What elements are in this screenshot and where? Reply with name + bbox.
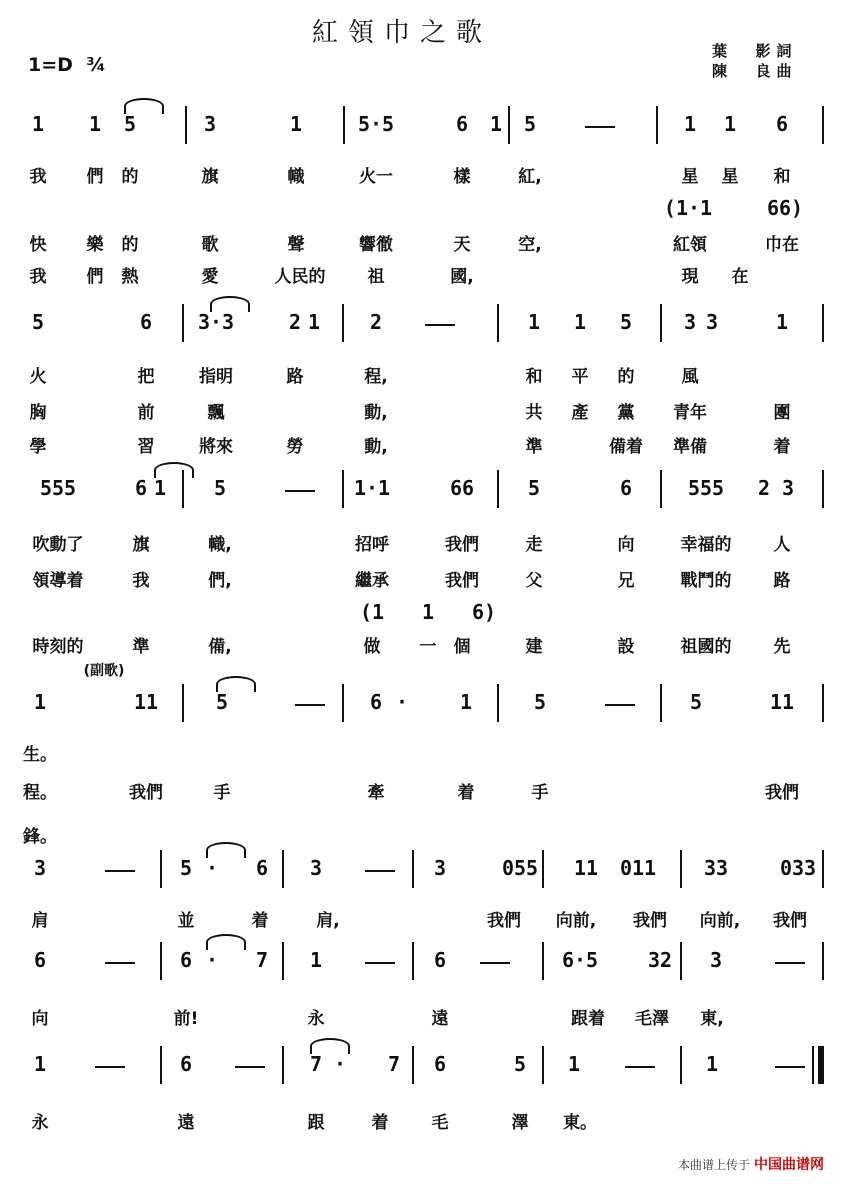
note: 2: [369, 310, 383, 334]
lyric-char: 我們: [445, 535, 479, 555]
note: 6: [33, 948, 47, 972]
lyric-char: 生。: [23, 745, 57, 765]
footer: [678, 1154, 824, 1174]
lyric-char: 領導着: [32, 571, 84, 591]
lyric-char: 走: [525, 535, 543, 555]
lyric-char: 我: [132, 571, 150, 591]
lyric-char: 牽: [367, 783, 385, 803]
lyric-char: 團: [773, 403, 791, 423]
lyric-char: 產: [571, 403, 589, 423]
sustain-dash: [365, 870, 395, 872]
lyric-char: 胸: [29, 403, 47, 423]
lyric-char: 我們: [445, 571, 479, 591]
barline: [822, 684, 824, 722]
footer-text: 本曲谱上传于: [677, 1158, 750, 1172]
note: 6: [139, 310, 153, 334]
lyric-char: 我們: [487, 911, 521, 931]
note: 1: [567, 1052, 581, 1076]
barline: [680, 1046, 682, 1084]
lyric-char: 手: [531, 783, 549, 803]
lyric-char: 向: [617, 535, 635, 555]
note: 5: [513, 1052, 527, 1076]
barline: [656, 106, 658, 144]
lyric-char: 備,: [208, 637, 232, 657]
lyric-char: 時刻的: [32, 637, 84, 657]
barline: [822, 106, 824, 144]
lyric-char: 天: [453, 235, 471, 255]
sustain-dash: [95, 1066, 125, 1068]
note: 1: [723, 112, 737, 136]
key-signature: 1=D ¾: [28, 54, 106, 76]
note: 66: [449, 476, 475, 500]
note: 3: [781, 476, 795, 500]
barline: [508, 106, 510, 144]
barline: [497, 684, 499, 722]
lyric-char: 招呼: [355, 535, 389, 555]
note: 3: [683, 310, 697, 334]
note: 1: [705, 1052, 719, 1076]
note: 5: [123, 112, 137, 136]
sustain-dash: [775, 962, 805, 964]
note: 6: [255, 856, 269, 880]
lyric-char: 向前,: [555, 911, 597, 931]
lyric-char: 準備: [673, 437, 707, 457]
lyric-char: 把: [137, 367, 155, 387]
lyric-char: 路: [286, 367, 304, 387]
lyric-char: 鋒。: [23, 827, 57, 847]
note: 6: [455, 112, 469, 136]
lyric-char: 黨: [617, 403, 635, 423]
lyricist-credit: 葉 影詞: [712, 42, 798, 60]
sustain-dash: [105, 962, 135, 964]
note: 555: [39, 476, 77, 500]
lyric-char: 空,: [518, 235, 542, 255]
note: ·: [395, 690, 409, 714]
note: 6: [433, 948, 447, 972]
barline: [497, 304, 499, 342]
note: 5: [523, 112, 537, 136]
lyric-char: 路: [773, 571, 791, 591]
note: 1: [459, 690, 473, 714]
lyric-char: 國,: [450, 267, 474, 287]
note: 2: [288, 310, 302, 334]
lyric-char: 我們: [633, 911, 667, 931]
lyric-char: 紅領: [673, 235, 707, 255]
note: 11: [133, 690, 159, 714]
final-barline: [818, 1046, 824, 1084]
lyric-char: 前: [137, 403, 155, 423]
note: 1: [683, 112, 697, 136]
lyric-char: 現: [681, 267, 699, 287]
note: 5·5: [357, 112, 395, 136]
lyric-char: 風: [681, 367, 699, 387]
note: 33: [703, 856, 729, 880]
note: 7: [309, 1052, 323, 1076]
barline: [342, 470, 344, 508]
lyric-char: 祖國的: [680, 637, 732, 657]
lyric-char: 巾在: [765, 235, 799, 255]
note: 5: [215, 690, 229, 714]
lyric-char: 愛: [201, 267, 219, 287]
lyric-char: 遠: [431, 1009, 449, 1029]
lyric-char: 人民的: [274, 267, 326, 287]
note: 1: [489, 112, 503, 136]
note: ·: [205, 856, 219, 880]
lyric-char: 的: [617, 367, 635, 387]
note: 6: [433, 1052, 447, 1076]
note: 1: [527, 310, 541, 334]
barline: [542, 850, 544, 888]
barline: [822, 470, 824, 508]
lyric-char: 習: [137, 437, 155, 457]
note: 7: [255, 948, 269, 972]
barline: [660, 304, 662, 342]
slur: [210, 296, 250, 312]
note: 6: [179, 1052, 193, 1076]
note: 32: [647, 948, 673, 972]
barline: [185, 106, 187, 144]
lyric-char: 的: [121, 167, 139, 187]
note: 1: [289, 112, 303, 136]
lyric-char: 聲: [287, 235, 305, 255]
lyric-char: 澤: [511, 1113, 529, 1133]
lyric-char: 戰鬥的: [680, 571, 732, 591]
lyric-char: 向: [31, 1009, 49, 1029]
note: 1: [153, 476, 167, 500]
lyric-char: 先: [773, 637, 791, 657]
lyric-char: 火: [29, 367, 47, 387]
alt-note: (1·1: [663, 196, 713, 220]
note: 11: [769, 690, 795, 714]
barline: [160, 850, 162, 888]
note: 7: [387, 1052, 401, 1076]
lyric-char: 着: [371, 1113, 389, 1133]
lyric-char: 們: [86, 267, 104, 287]
final-barline-thin: [812, 1046, 814, 1084]
barline: [542, 1046, 544, 1084]
note: 6: [775, 112, 789, 136]
lyric-char: 快: [29, 235, 47, 255]
lyric-char: 一: [419, 637, 437, 657]
note: 033: [779, 856, 817, 880]
barline: [822, 942, 824, 980]
lyric-char: 着: [457, 783, 475, 803]
sustain-dash: [365, 962, 395, 964]
lyric-char: 跟着: [571, 1009, 605, 1029]
lyric-char: 紅,: [518, 167, 542, 187]
sustain-dash: [775, 1066, 805, 1068]
lyric-char: 飄: [207, 403, 225, 423]
sustain-dash: [480, 962, 510, 964]
lyric-char: 向前,: [699, 911, 741, 931]
lyric-char: 我: [29, 167, 47, 187]
barline: [680, 850, 682, 888]
lyric-char: 永: [307, 1009, 325, 1029]
lyric-char: 建: [525, 637, 543, 657]
lyric-char: 和: [773, 167, 791, 187]
note: 1: [33, 690, 47, 714]
lyric-char: 並: [177, 911, 195, 931]
note: 555: [687, 476, 725, 500]
note: 3: [433, 856, 447, 880]
lyric-char: 祖: [367, 267, 385, 287]
alt-note: 66): [766, 196, 804, 220]
lyric-char: 的: [121, 235, 139, 255]
lyric-char: 我們: [129, 783, 163, 803]
lyric-char: 幟,: [208, 535, 232, 555]
note: 3: [705, 310, 719, 334]
song-title: 紅領巾之歌: [312, 18, 493, 48]
note: 1: [309, 948, 323, 972]
lyric-char: 毛澤: [635, 1009, 669, 1029]
slur: [206, 842, 246, 858]
sustain-dash: [625, 1066, 655, 1068]
note: 011: [619, 856, 657, 880]
note: 3: [309, 856, 323, 880]
lyric-char: 動,: [364, 437, 388, 457]
lyric-char: 永: [31, 1113, 49, 1133]
note: 5: [213, 476, 227, 500]
lyric-char: 響徹: [359, 235, 393, 255]
barline: [412, 850, 414, 888]
lyric-char: 程,: [364, 367, 388, 387]
note: 5: [527, 476, 541, 500]
note: 1·1: [353, 476, 391, 500]
note: 6: [369, 690, 383, 714]
note: 6: [619, 476, 633, 500]
lyric-char: 我們: [765, 783, 799, 803]
lyric-char: 肩: [31, 911, 49, 931]
slur: [154, 462, 194, 478]
lyric-char: 設: [617, 637, 635, 657]
slur: [310, 1038, 350, 1054]
lyric-char: 平: [571, 367, 589, 387]
lyric-char: 共: [525, 403, 543, 423]
lyric-char: 星: [681, 167, 699, 187]
lyric-char: 我們: [773, 911, 807, 931]
lyric-char: 個: [453, 637, 471, 657]
lyric-char: 肩,: [316, 911, 340, 931]
note: 5: [179, 856, 193, 880]
barline: [342, 684, 344, 722]
lyric-char: 備着: [609, 437, 643, 457]
lyric-char: 手: [213, 783, 231, 803]
note: 1: [33, 1052, 47, 1076]
sustain-dash: [425, 324, 455, 326]
site-logo: 中国曲谱网: [754, 1157, 824, 1173]
lyric-char: 父: [525, 571, 543, 591]
lyric-char: 繼承: [355, 571, 389, 591]
lyric-char: 們,: [208, 571, 232, 591]
barline: [822, 304, 824, 342]
lyric-char: 我: [29, 267, 47, 287]
alt-note: 6): [471, 600, 497, 624]
note: 5: [689, 690, 703, 714]
barline: [542, 942, 544, 980]
barline: [282, 942, 284, 980]
sustain-dash: [585, 126, 615, 128]
note: 5: [533, 690, 547, 714]
lyric-char: 星: [721, 167, 739, 187]
note: 1: [88, 112, 102, 136]
note: 1: [307, 310, 321, 334]
note: 6·5: [561, 948, 599, 972]
barline: [343, 106, 345, 144]
note: 1: [31, 112, 45, 136]
barline: [182, 684, 184, 722]
barline: [412, 942, 414, 980]
sustain-dash: [295, 704, 325, 706]
lyric-char: 幸福的: [680, 535, 732, 555]
lyric-char: 着: [251, 911, 269, 931]
slur: [206, 934, 246, 950]
note: 1: [573, 310, 587, 334]
lyric-char: 程。: [23, 783, 57, 803]
note: 055: [501, 856, 539, 880]
lyric-char: 旗: [201, 167, 219, 187]
lyric-char: 旗: [132, 535, 150, 555]
lyric-char: 熱: [121, 267, 139, 287]
lyric-char: 樣: [453, 167, 471, 187]
note: ·: [333, 1052, 347, 1076]
slur: [216, 676, 256, 692]
lyric-char: 準: [525, 437, 543, 457]
lyric-char: 毛: [431, 1113, 449, 1133]
lyric-char: 動,: [364, 403, 388, 423]
lyric-char: 學: [29, 437, 47, 457]
barline: [497, 470, 499, 508]
note: 3: [203, 112, 217, 136]
lyric-char: 跟: [307, 1113, 325, 1133]
lyric-char: 做: [363, 637, 381, 657]
lyric-char: 歌: [201, 235, 219, 255]
lyric-char: 青年: [673, 403, 707, 423]
barline: [182, 304, 184, 342]
note: 6: [134, 476, 148, 500]
slur: [124, 98, 164, 114]
barline: [680, 942, 682, 980]
barline: [822, 850, 824, 888]
sustain-dash: [605, 704, 635, 706]
note: 3·3: [197, 310, 235, 334]
lyric-char: 吹動了: [32, 535, 84, 555]
sustain-dash: [285, 490, 315, 492]
note: 5: [619, 310, 633, 334]
note: 6: [179, 948, 193, 972]
note: 11: [573, 856, 599, 880]
barline: [660, 470, 662, 508]
barline: [282, 850, 284, 888]
alt-note: (1: [359, 600, 385, 624]
lyric-char: 着: [773, 437, 791, 457]
lyric-char: 指明: [199, 367, 233, 387]
alt-note: 1: [421, 600, 435, 624]
lyric-char: 在: [731, 267, 749, 287]
barline: [160, 1046, 162, 1084]
barline: [160, 942, 162, 980]
barline: [342, 304, 344, 342]
lyric-char: 準: [132, 637, 150, 657]
lyric-char: 幟: [287, 167, 305, 187]
lyric-char: 樂: [86, 235, 104, 255]
lyric-char: 火一: [359, 167, 393, 187]
lyric-char: 人: [773, 535, 791, 555]
lyric-char: 勞: [286, 437, 304, 457]
note: 1: [775, 310, 789, 334]
lyric-char: 兄: [617, 571, 635, 591]
barline: [282, 1046, 284, 1084]
lyric-char: 東,: [700, 1009, 724, 1029]
note: ·: [205, 948, 219, 972]
sustain-dash: [235, 1066, 265, 1068]
lyric-char: 和: [525, 367, 543, 387]
lyric-char: 東。: [563, 1113, 597, 1133]
note: 3: [709, 948, 723, 972]
note: 3: [33, 856, 47, 880]
section-label: (副歌): [83, 663, 125, 679]
lyric-char: 遠: [177, 1113, 195, 1133]
lyric-char: 前!: [173, 1009, 199, 1029]
composer-credit: 陳 良曲: [712, 62, 798, 80]
lyric-char: 們: [86, 167, 104, 187]
barline: [412, 1046, 414, 1084]
sustain-dash: [105, 870, 135, 872]
note: 5: [31, 310, 45, 334]
barline: [660, 684, 662, 722]
note: 2: [757, 476, 771, 500]
lyric-char: 將來: [199, 437, 233, 457]
